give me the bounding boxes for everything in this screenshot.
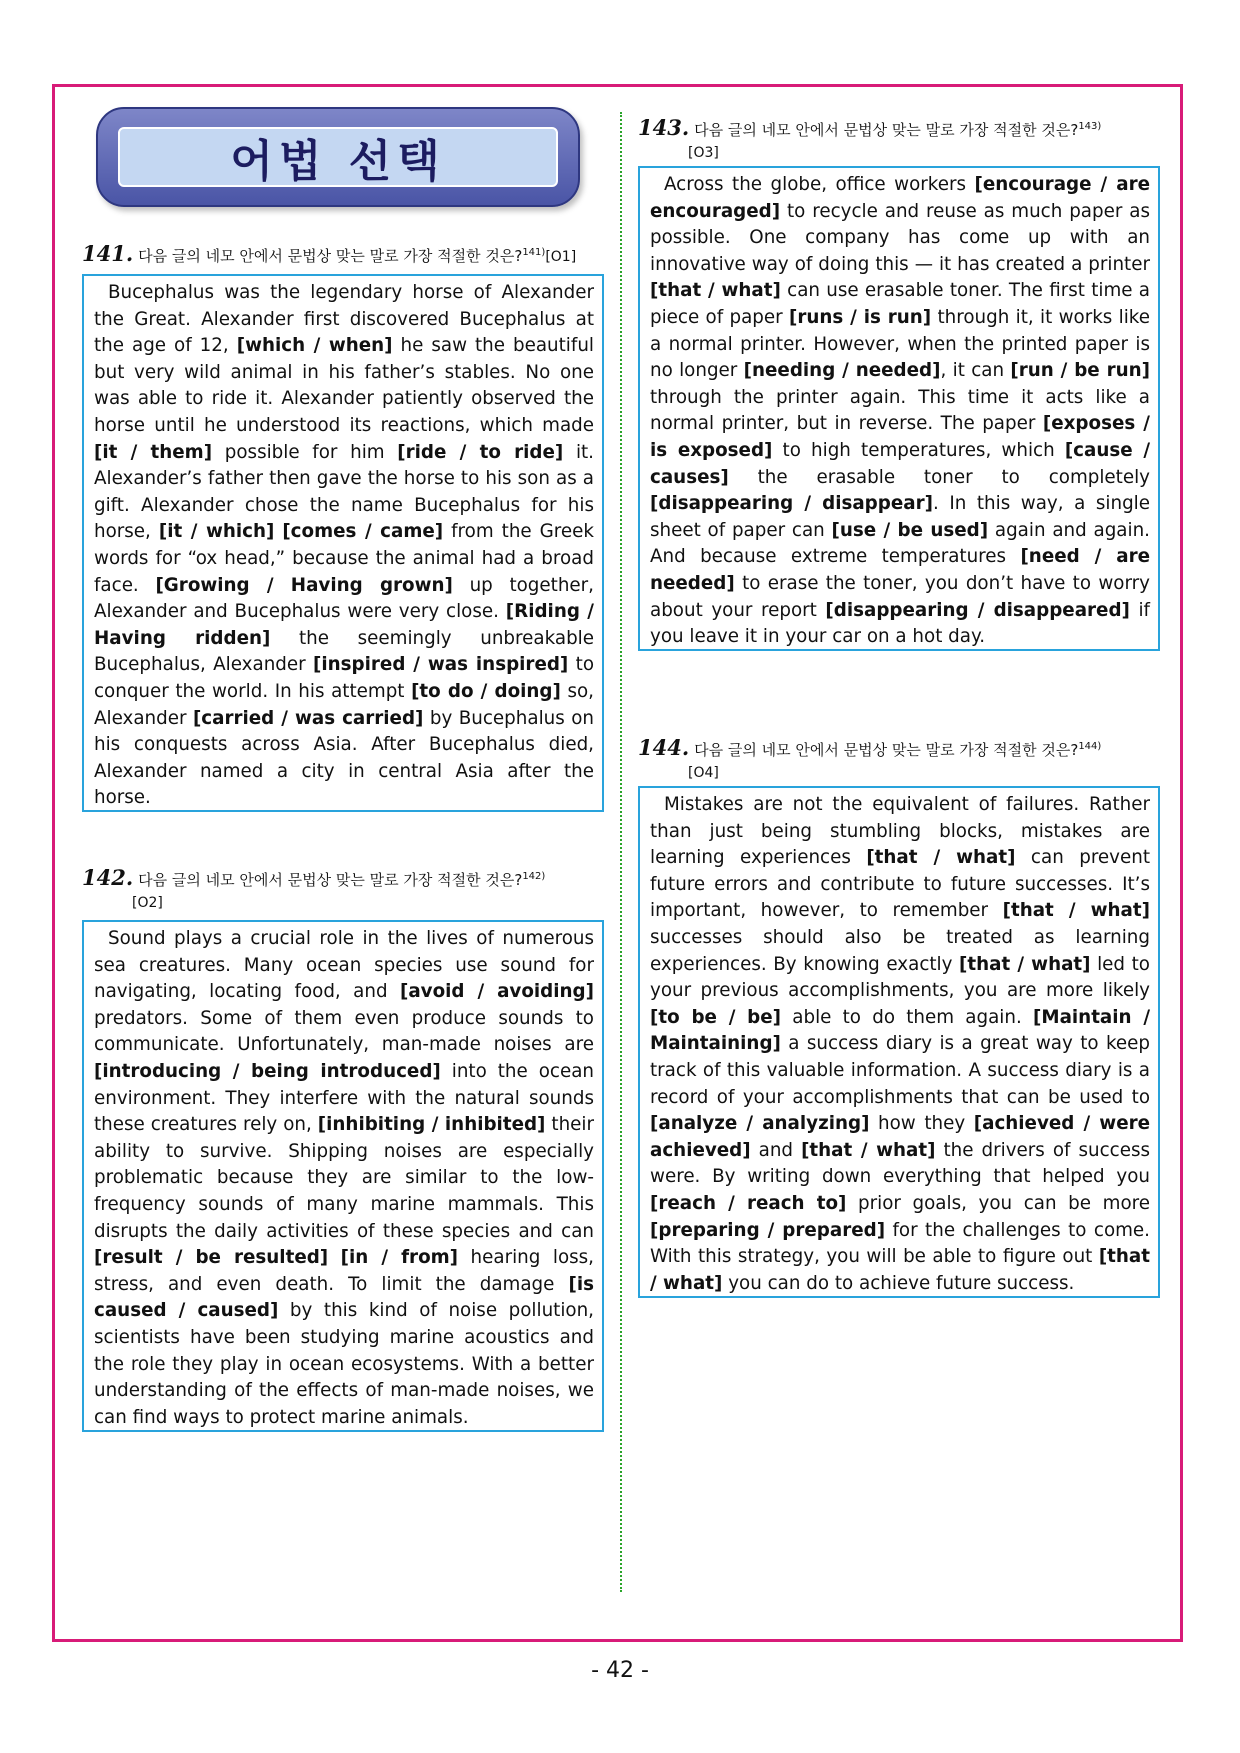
footnote-marker: 143) [1078, 121, 1102, 132]
footnote-marker: 144) [1078, 741, 1102, 752]
answer-choice: [in / from] [340, 1247, 459, 1269]
question-header-142 [82, 866, 622, 914]
passage-segment: can use erasable toner. The first time a piece of paper [650, 280, 1150, 328]
question-header-144 [638, 736, 1178, 784]
passage-segment: predators. Some of them even produce sounds to communicate. Unfortunately, man-made noises are [94, 1007, 594, 1056]
answer-choice: [to do / doing] [411, 680, 561, 702]
passage-box-142 [82, 920, 604, 1432]
answer-choice: [that / what] [959, 953, 1091, 975]
passage-segment: and [750, 1139, 802, 1161]
column-divider [620, 112, 622, 1592]
passage-segment: to recycle and reuse as much paper as possible. One company has come up with an innovative way of doing this — it has created a printer [650, 200, 1150, 275]
passage-segment: to conquer the world. In his attempt [94, 654, 595, 702]
passage-segment: . In this way, a single sheet of paper can [650, 493, 1150, 541]
question-instruction: 다음 글의 네모 안에서 문법상 맞는 말로 가장 적절한 것은? [694, 121, 1079, 139]
answer-choice: [carried / was carried] [192, 707, 424, 729]
passage-text [94, 926, 594, 1431]
passage-segment: if you leave it in your car on a hot day. [650, 599, 1150, 648]
passage-segment: able to do them again. [781, 1006, 1034, 1028]
answer-choice: [introducing / being introduced] [94, 1060, 441, 1082]
footnote-marker: 141) [522, 247, 546, 258]
passage-segment: he saw the beautiful but very wild animal in his father’s stables. No one was able to ride it. Alexander patiently observed the horse until he understood its reactions, which made [94, 335, 594, 436]
passage-segment: you can do to achieve future success. [722, 1272, 1075, 1294]
passage-segment: how they [869, 1113, 974, 1135]
question-instruction: 다음 글의 네모 안에서 문법상 맞는 말로 가장 적절한 것은? [138, 871, 523, 889]
passage-segment: from the Greek words for “ox head,” because the animal had a broad face. [94, 521, 594, 596]
passage-segment: Mistakes are not the equivalent of failures. Rather than just being stumbling blocks, mistakes are learning experiences [650, 794, 1150, 869]
answer-choice: [Riding / Having ridden] [94, 601, 594, 649]
passage-segment: so, Alexander [94, 680, 594, 729]
answer-choice: [to be / be] [650, 1006, 782, 1028]
question-header-141 [82, 242, 576, 268]
section-title-panel [118, 127, 558, 187]
passage-segment: for the challenges to come. With this strategy, you will be able to figure out [650, 1219, 1150, 1268]
answer-choice: [use / be used] [831, 519, 989, 541]
answer-choice: [reach / reach to] [650, 1192, 847, 1214]
passage-box-143 [638, 166, 1160, 651]
passage-segment: by Bucephalus on his conquests across Asia. After Bucephalus died, Alexander named a city in central Asia after the horse. [94, 707, 594, 809]
question-header-143 [638, 116, 1178, 164]
passage-segment: Bucephalus was the legendary horse of Alexander the Great. Alexander first discovered Bucephalus at the age of 12, [94, 282, 594, 357]
question-code: [O2] [132, 895, 163, 911]
section-title-banner [96, 107, 580, 207]
answer-choice: [cause / causes] [650, 439, 1151, 488]
answer-choice: [which / when] [236, 335, 393, 357]
passage-segment [328, 1247, 341, 1268]
passage-segment: Across the globe, office workers [664, 174, 975, 195]
passage-segment: to high temperatures, which [772, 439, 1065, 461]
passage-box-144 [638, 786, 1160, 1298]
question-number: 142. [82, 865, 134, 890]
passage-segment: to erase the toner, you don’t have to worry about your report [650, 572, 1150, 621]
page-number: - 42 - [591, 1658, 649, 1683]
question-code: [O4] [688, 765, 719, 781]
passage-text [650, 172, 1150, 651]
answer-choice: [inspired / was inspired] [313, 654, 569, 676]
answer-choice: [it / which] [158, 521, 275, 543]
passage-text [94, 280, 594, 812]
answer-choice: [ride / to ride] [397, 441, 564, 463]
answer-choice: [that / what] [650, 1246, 1150, 1294]
passage-text [650, 792, 1150, 1297]
passage-segment: successes should also be treated as learning experiences. By knowing exactly [650, 926, 1150, 975]
answer-choice: [that / what] [650, 280, 781, 302]
passage-segment: into the ocean environment. They interfere with the natural sounds these creatures rely on, [94, 1060, 594, 1136]
answer-choice: [Growing / Having grown] [155, 574, 453, 596]
passage-box-141 [82, 274, 604, 812]
question-instruction: 다음 글의 네모 안에서 문법상 맞는 말로 가장 적절한 것은? [694, 741, 1079, 759]
answer-choice: [disappearing / disappear] [650, 493, 933, 515]
answer-choice: [result / be resulted] [94, 1247, 329, 1269]
passage-segment: the drivers of success were. By writing down everything that helped you [650, 1139, 1150, 1188]
passage-segment: the erasable toner to completely [728, 466, 1150, 488]
answer-choice: [avoid / avoiding] [399, 981, 594, 1003]
passage-segment: prior goals, you can be more [846, 1192, 1151, 1214]
passage-segment: , it can [940, 360, 1011, 382]
passage-segment: again and again. And because extreme temperatures [650, 519, 1150, 568]
footnote-marker: 142) [522, 871, 546, 882]
question-number: 141. [82, 241, 134, 266]
passage-segment: Sound plays a crucial role in the lives of numerous sea creatures. Many ocean species use sound for navigating, locating food, and [94, 928, 594, 1003]
answer-choice: [inhibiting / inhibited] [317, 1114, 546, 1136]
passage-segment: it. Alexander’s father then gave the horse to his son as a gift. Alexander chose the name Bucephalus for his horse, [94, 441, 594, 543]
answer-choice: [preparing / prepared] [650, 1219, 886, 1241]
question-number: 144. [638, 735, 690, 760]
answer-choice: [is caused / caused] [94, 1273, 594, 1322]
passage-segment: up together, Alexander and Bucephalus were very close. [94, 574, 594, 623]
passage-segment: through the printer again. This time it acts like a normal printer, but in reverse. The paper [650, 386, 1150, 435]
passage-segment: possible for him [212, 441, 398, 463]
answer-choice: [encourage / are encouraged] [650, 174, 1150, 222]
passage-segment: led to your previous accomplishments, you are more likely [650, 953, 1150, 1002]
answer-choice: [that / what] [801, 1139, 936, 1161]
answer-choice: [exposes / is exposed] [650, 413, 1150, 461]
answer-choice: [run / be run] [1010, 360, 1150, 382]
answer-choice: [achieved / were achieved] [650, 1113, 1151, 1161]
question-number: 143. [638, 115, 690, 140]
passage-segment: their ability to survive. Shipping noises are especially problematic because they are similar to the low-frequency sounds of many marine mammals. This disrupts the daily activities of these species and can [94, 1114, 594, 1242]
answer-choice: [runs / is run] [789, 306, 932, 328]
question-code: [O1] [545, 249, 577, 265]
answer-choice: [it / them] [94, 441, 213, 463]
answer-choice: [that / what] [866, 847, 1016, 869]
passage-segment: by this kind of noise pollution, scientists have been studying marine acoustics and the role they play in ocean ecosystems. With a better understanding of the effects of man-made noises, we can find ways to protect marine animals. [94, 1300, 594, 1428]
question-instruction: 다음 글의 네모 안에서 문법상 맞는 말로 가장 적절한 것은? [138, 247, 523, 265]
answer-choice: [needing / needed] [743, 360, 941, 382]
answer-choice: [need / are needed] [650, 546, 1150, 594]
answer-choice: [comes / came] [282, 521, 444, 543]
answer-choice: [Maintain / Maintaining] [650, 1006, 1151, 1055]
answer-choice: [analyze / analyzing] [650, 1113, 870, 1135]
answer-choice: [that / what] [1002, 900, 1150, 922]
question-code: [O3] [688, 145, 719, 161]
passage-segment: a success diary is a great way to keep track of this valuable information. A success diary is a record of your accomplishments that can be used to [650, 1033, 1150, 1108]
passage-segment: can prevent future errors and contribute to future successes. It’s important, however, to remember [650, 847, 1150, 922]
passage-segment: the seemingly unbreakable Bucephalus, Alexander [94, 627, 594, 676]
section-title: 어법 선택 [230, 136, 446, 187]
passage-segment: through it, it works like a normal printer. However, when the printed paper is no longer [650, 306, 1150, 382]
answer-choice: [disappearing / disappeared] [825, 599, 1130, 621]
passage-segment: hearing loss, stress, and even death. To limit the damage [94, 1247, 594, 1295]
